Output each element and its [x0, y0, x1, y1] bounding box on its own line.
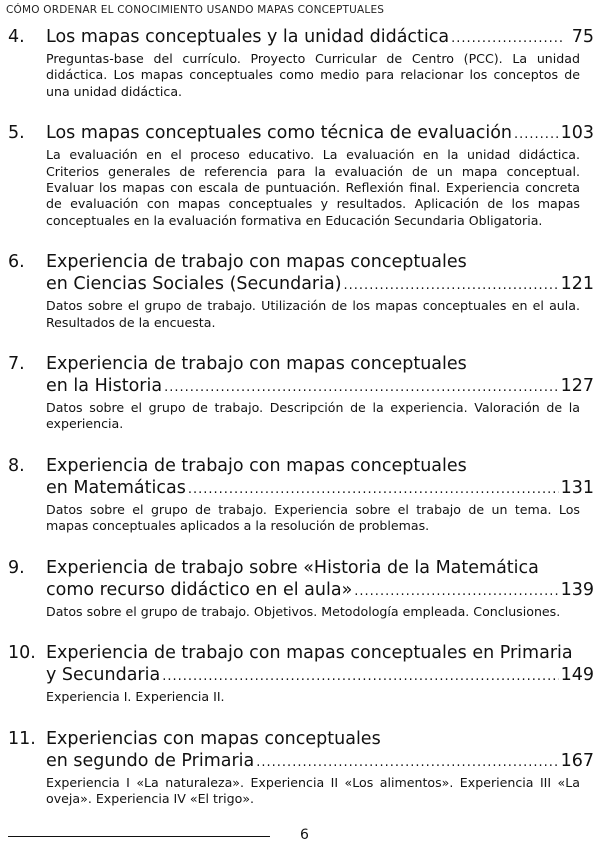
toc-title-line [8, 557, 594, 579]
chapter-summary: Datos sobre el grupo de trabajo. Objetivos. Metodología empleada. Conclusiones. [46, 603, 561, 619]
chapter-summary: Datos sobre el grupo de trabajo. Descripción de la experiencia. Valoración de la experiencia. [46, 400, 580, 432]
chapter-summary: Experiencia I «La naturaleza». Experiencia II «Los alimentos». Experiencia III «La oveja». Experiencia IV «El trigo». [46, 774, 580, 806]
chapter-number: 6. [8, 252, 25, 273]
page-ref[interactable]: 149 [560, 665, 594, 686]
page-ref[interactable]: 103 [560, 123, 594, 144]
chapter-summary: Preguntas-base del currículo. Proyecto Curricular de Centro (PCC). La unidad didáctica. Los mapas conceptuales como medio para relacionar los conceptos de una unidad didáctica. [46, 51, 580, 99]
running-head: CÓMO ORDENAR EL CONOCIMIENTO USANDO MAPAS CONCEPTUALES [6, 4, 385, 16]
toc-title-line [8, 728, 594, 750]
page-ref[interactable]: 121 [560, 274, 594, 295]
toc-title-line [8, 251, 594, 273]
chapter-number: 5. [8, 123, 25, 144]
toc-entry-8 [0, 455, 600, 535]
toc-title-line [8, 26, 594, 50]
chapter-number: 10. [8, 643, 36, 664]
page-number: 6 [300, 827, 309, 843]
chapter-number: 4. [8, 27, 25, 47]
table-of-contents [0, 26, 600, 829]
toc-title-line-continued [8, 579, 594, 603]
chapter-title-continued[interactable]: en Ciencias Sociales (Secundaria) [46, 274, 342, 295]
page-ref[interactable]: 127 [560, 376, 594, 397]
dot-leader [162, 666, 558, 688]
dot-leader [256, 752, 558, 774]
toc-title-line [8, 122, 594, 146]
chapter-title[interactable]: Experiencia de trabajo con mapas conceptuales en Primaria [46, 643, 573, 664]
chapter-number: 9. [8, 557, 25, 578]
toc-entry-9 [0, 557, 600, 620]
dot-leader [344, 275, 559, 297]
toc-title-line-continued [8, 477, 594, 501]
chapter-title-continued[interactable]: en la Historia [46, 376, 163, 397]
toc-title-line-continued [8, 664, 594, 688]
toc-title-line-continued [8, 273, 594, 297]
chapter-summary: Datos sobre el grupo de trabajo. Utilización de los mapas conceptuales en el aula. Resultados de la encuesta. [46, 298, 580, 330]
chapter-title[interactable]: Experiencia de trabajo con mapas conceptuales [46, 354, 467, 375]
chapter-title-continued[interactable]: y Secundaria [46, 665, 161, 686]
toc-entry-10 [0, 642, 600, 705]
chapter-summary: Datos sobre el grupo de trabajo. Experiencia sobre el trabajo de un tema. Los mapas conceptuales aplicados a la resolución de problemas. [46, 501, 580, 534]
toc-entry-5 [0, 122, 600, 229]
dot-leader [188, 479, 559, 501]
chapter-title[interactable]: Los mapas conceptuales como técnica de evaluación [46, 123, 513, 144]
chapter-number: 7. [8, 354, 25, 375]
toc-entry-11 [0, 728, 600, 808]
toc-title-line [8, 353, 594, 375]
toc-entry-6 [0, 251, 600, 331]
chapter-title-continued[interactable]: en segundo de Primaria [46, 750, 255, 771]
chapter-title[interactable]: Experiencia de trabajo con mapas conceptuales [46, 252, 467, 273]
chapter-title[interactable]: Experiencia de trabajo sobre «Historia de la Matemática [46, 557, 539, 578]
chapter-title[interactable]: Los mapas conceptuales y la unidad didáctica [46, 27, 450, 47]
chapter-title[interactable]: Experiencias con mapas conceptuales [46, 728, 381, 749]
toc-title-line [8, 642, 594, 664]
toc-title-line-continued [8, 750, 594, 774]
footer-rule [8, 836, 270, 837]
chapter-title[interactable]: Experiencia de trabajo con mapas conceptuales [46, 455, 467, 476]
page-ref[interactable]: 167 [560, 750, 594, 771]
chapter-number: 11. [8, 728, 36, 749]
chapter-title-continued[interactable]: como recurso didáctico en el aula» [46, 579, 353, 600]
dot-leader [514, 124, 559, 146]
dot-leader [354, 581, 558, 603]
dot-leader [451, 28, 562, 50]
chapter-number: 8. [8, 455, 25, 476]
chapter-title-continued[interactable]: en Matemáticas [46, 477, 186, 498]
toc-title-line [8, 455, 594, 477]
chapter-summary: La evaluación en el proceso educativo. La evaluación en la unidad didáctica. Criterios generales de referencia para la evaluación de un mapa conceptual. Evaluar los mapas con escala de puntuación. Reflexión final. Experiencia concreta de evaluación con mapas conceptuales y resultados. Aplicación de los mapas conceptuales en la evaluación formativa en Educación Secundaria Obligatoria. [46, 147, 580, 228]
page-ref[interactable]: 131 [560, 477, 594, 498]
dot-leader [164, 377, 559, 399]
toc-entry-4 [0, 26, 600, 100]
page-ref[interactable]: 139 [560, 579, 594, 600]
chapter-summary: Experiencia I. Experiencia II. [46, 689, 225, 705]
toc-entry-7 [0, 353, 600, 433]
toc-title-line-continued [8, 375, 594, 399]
page-ref[interactable]: 75 [571, 27, 594, 47]
